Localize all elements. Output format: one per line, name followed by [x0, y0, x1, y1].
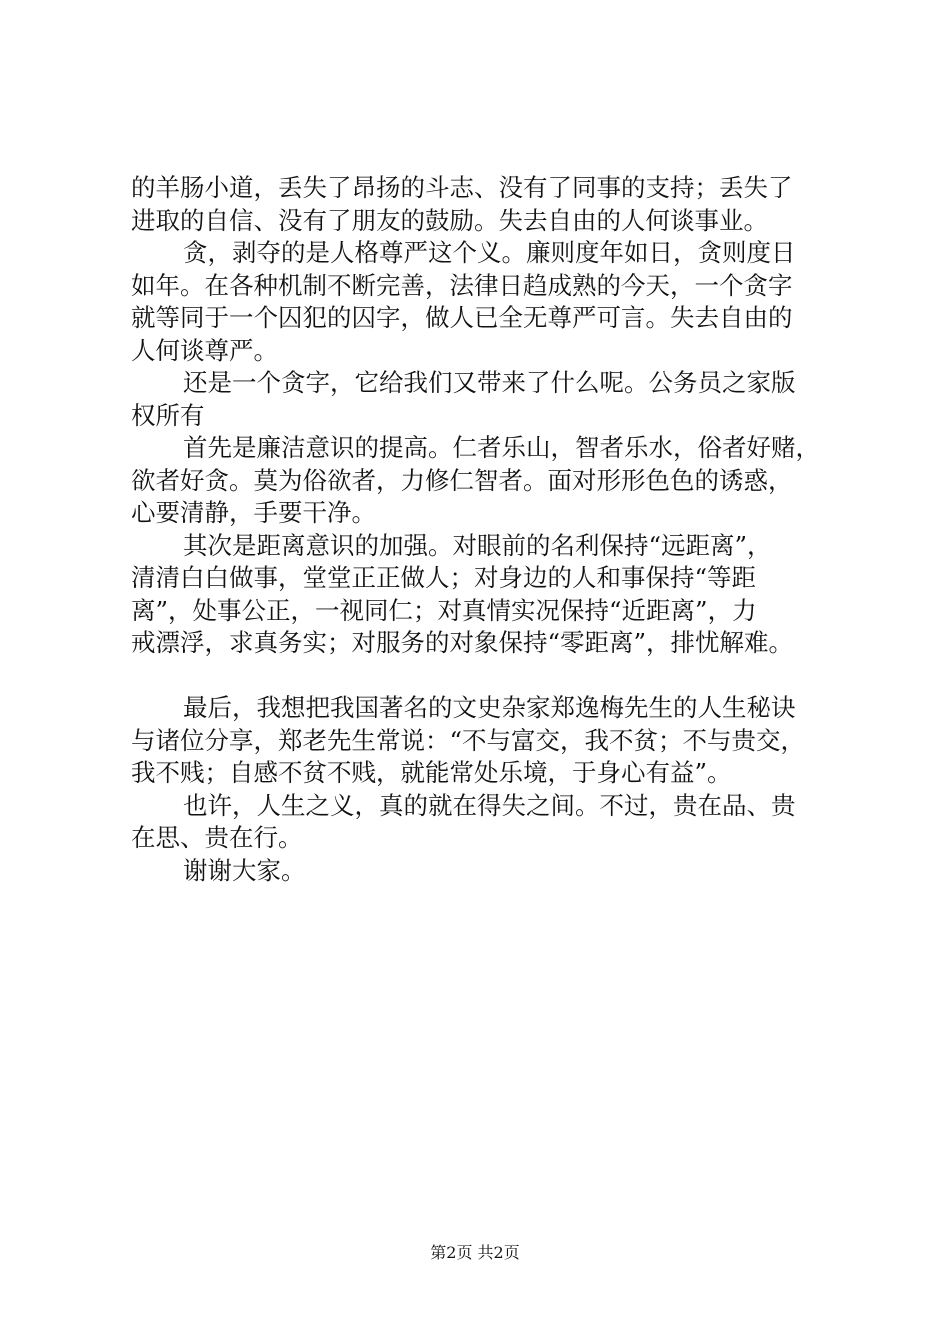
blank-line [131, 660, 847, 693]
body-line: 权所有 [131, 400, 205, 430]
page-footer [0, 1243, 950, 1263]
page-number-label: 第2页 共2页 [430, 1243, 520, 1262]
body-line: 在思、贵在行。 [131, 823, 303, 852]
body-line: 离”，处事公正，一视同仁；对真情实况保持“近距离”，力 [131, 595, 757, 625]
body-line: 如年。在各种机制不断完善，法律日趋成熟的今天，一个贪字 [131, 270, 793, 300]
body-line: 与诸位分享，郑老先生常说：“不与富交，我不贫；不与贵交， [131, 725, 806, 755]
paragraph-start-line: 还是一个贪字，它给我们又带来了什么呢。公务员之家版 [183, 368, 796, 397]
document-body [131, 172, 847, 887]
body-line: 戒漂浮，求真务实；对服务的对象保持“零距离”，排忧解难。 [131, 628, 794, 657]
body-line: 的羊肠小道，丢失了昂扬的斗志、没有了同事的支持；丢失了 [131, 173, 793, 202]
paragraph-start-line: 也许，人生之义，真的就在得失之间。不过，贵在品、贵 [183, 790, 796, 820]
body-line: 进取的自信、没有了朋友的鼓励。失去自由的人何谈事业。 [131, 205, 768, 235]
body-line: 清清白白做事，堂堂正正做人；对身边的人和事保持“等距 [131, 563, 757, 592]
paragraph-start-line: 首先是廉洁意识的提高。仁者乐山，智者乐水，俗者好赌， [183, 433, 820, 462]
body-line: 欲者好贪。莫为俗欲者，力修仁智者。面对形形色色的诱惑， [131, 465, 793, 495]
body-line: 我不贱；自感不贫不贱，就能常处乐境，于身心有益”。 [131, 758, 732, 787]
paragraph-start-line: 贪，剥夺的是人格尊严这个义。廉则度年如日，贪则度日 [183, 238, 796, 267]
paragraph-start-line: 最后，我想把我国著名的文史杂家郑逸梅先生的人生秘诀 [183, 693, 796, 722]
body-line: 心要清静，手要干净。 [131, 498, 376, 527]
body-line: 人何谈尊严。 [131, 335, 278, 365]
body-line: 就等同于一个囚犯的囚字，做人已全无尊严可言。失去自由的 [131, 303, 793, 332]
paragraph-start-line: 谢谢大家。 [183, 855, 306, 885]
paragraph-start-line: 其次是距离意识的加强。对眼前的名利保持“远距离”， [183, 530, 772, 560]
